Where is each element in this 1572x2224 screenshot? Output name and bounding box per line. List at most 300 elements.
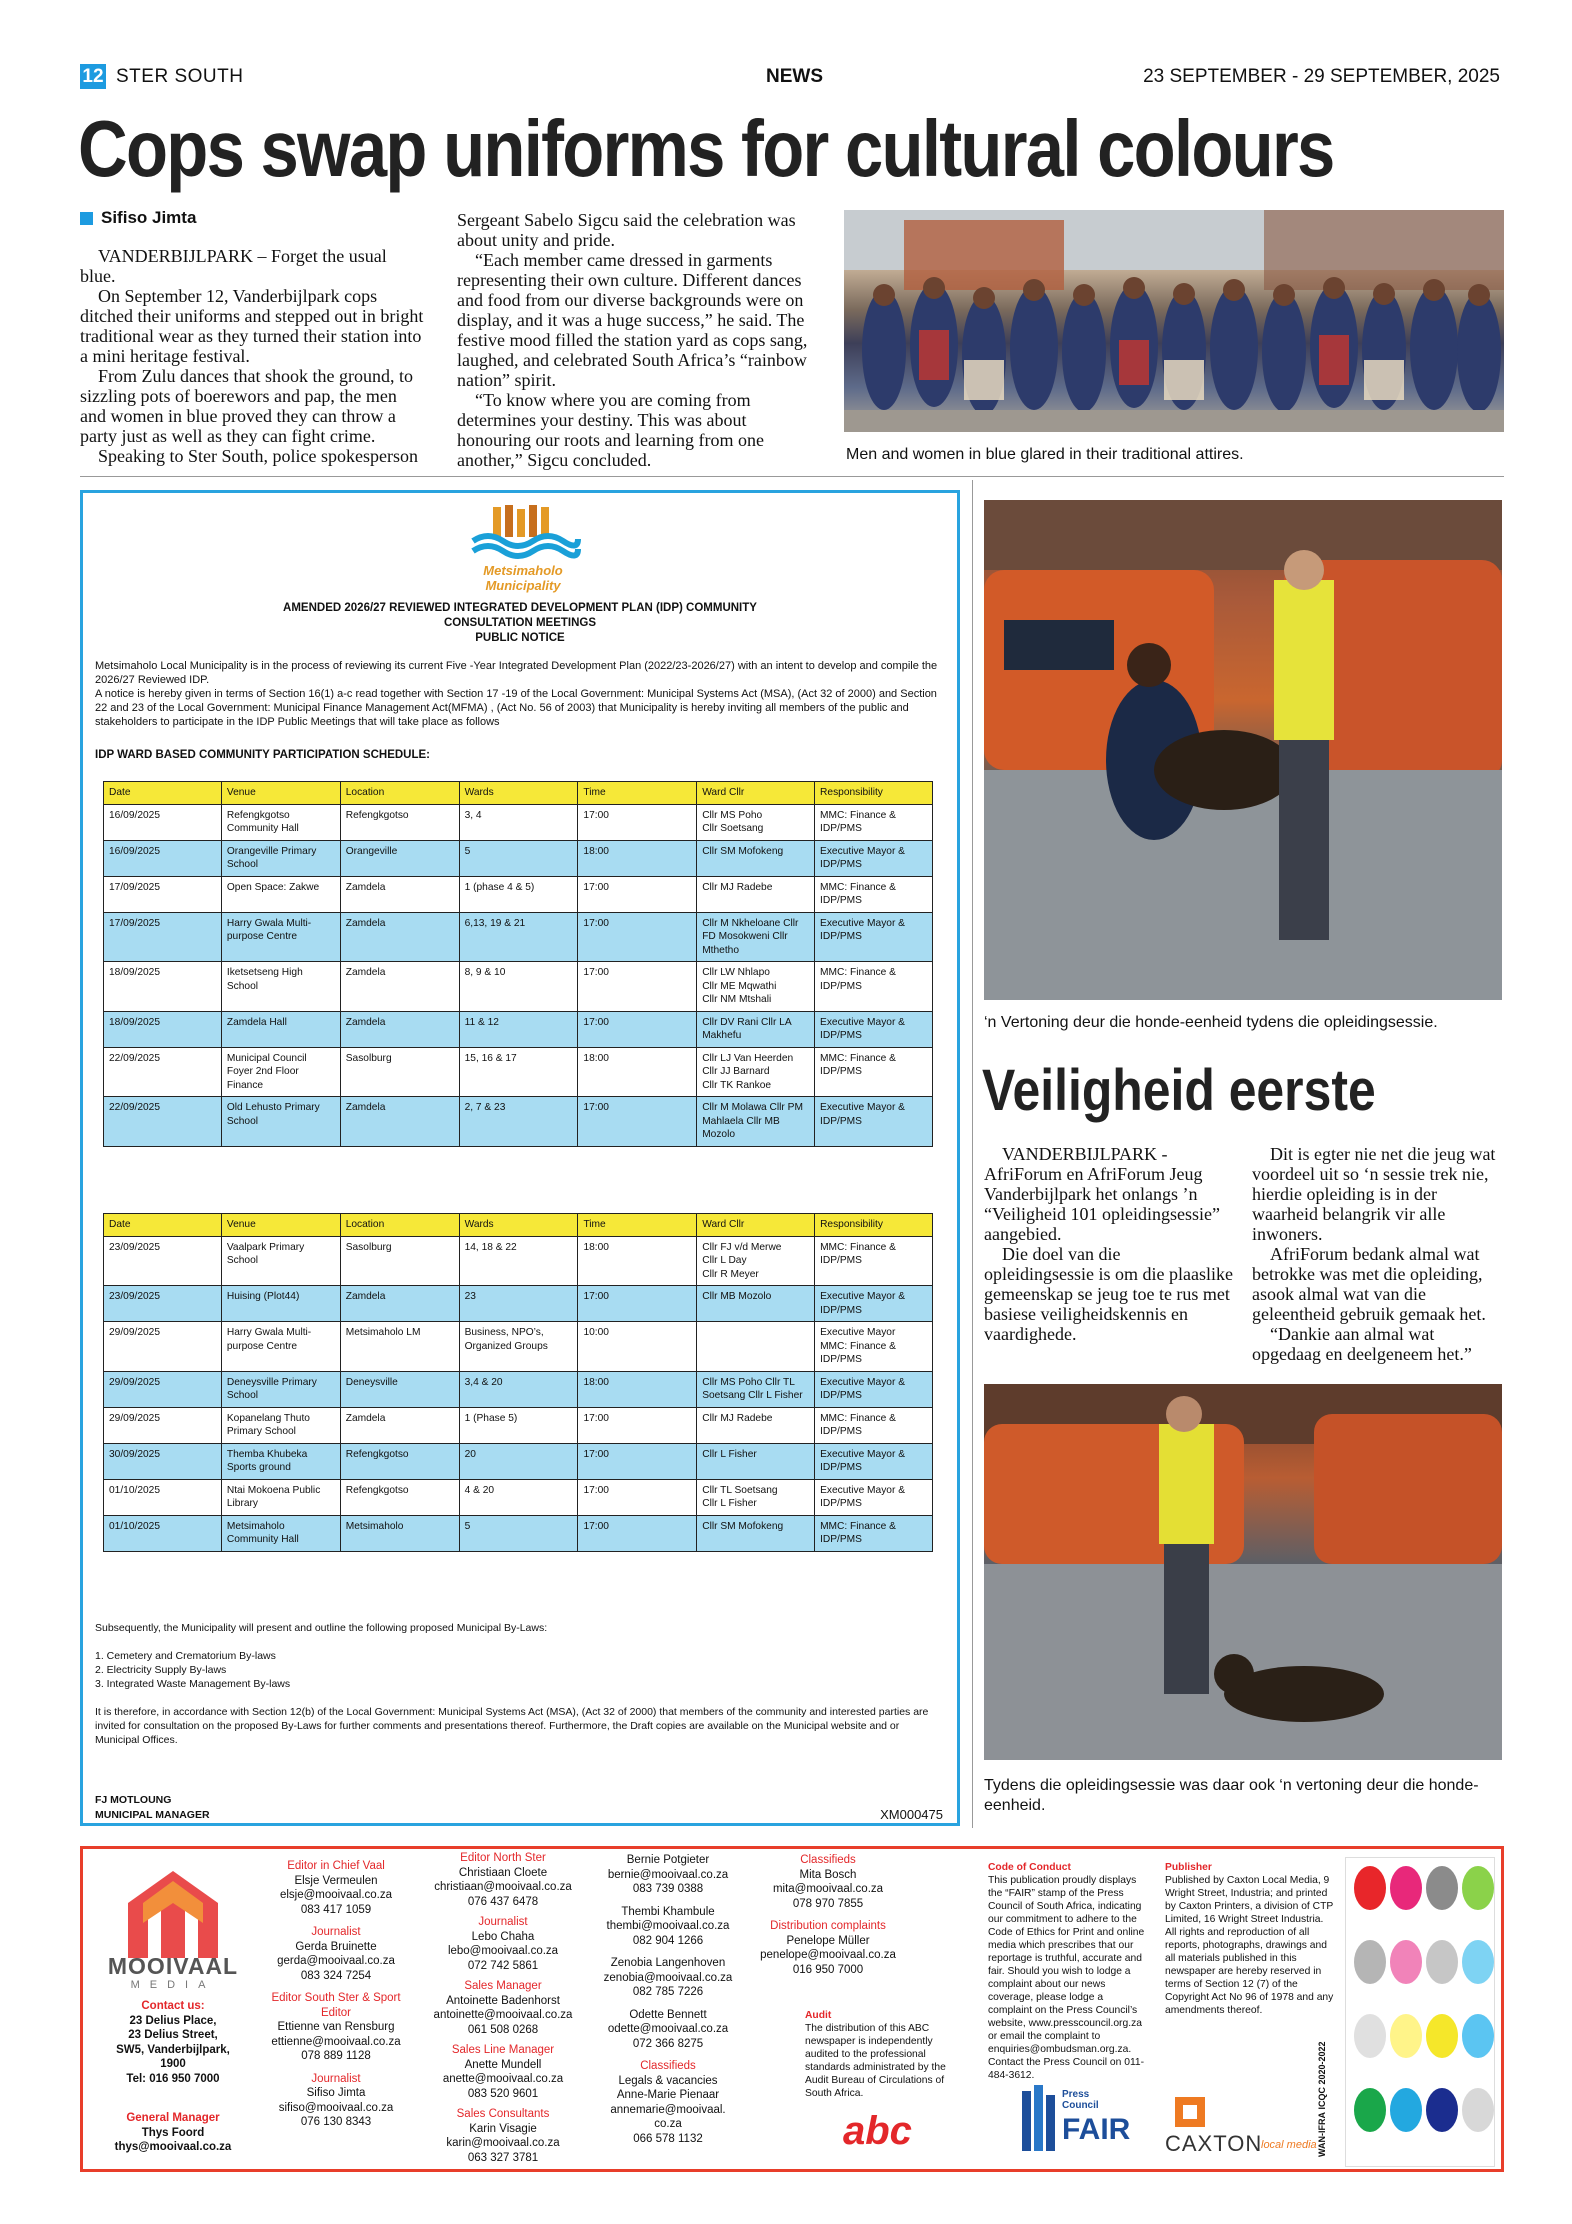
staff-line: sifiso@mooivaal.co.za <box>278 2101 394 2114</box>
table-cell: 01/10/2025 <box>104 1515 222 1551</box>
table-header-row <box>104 1214 933 1237</box>
byline-author: Sifiso Jimta <box>101 208 197 227</box>
swatch-dot <box>1354 1940 1386 1984</box>
staff-line: Gerda Bruinette <box>295 1940 377 1953</box>
staff-line: Zenobia Langenhoven <box>610 1957 726 1969</box>
table-cell: 18:00 <box>578 1047 697 1097</box>
table-cell: 23/09/2025 <box>104 1236 222 1286</box>
staff-line: odette@mooivaal.co.za <box>607 2023 729 2035</box>
staff-line: gerda@mooivaal.co.za <box>277 1955 395 1967</box>
table-cell: 4 & 20 <box>459 1479 578 1515</box>
staff-entry <box>753 1919 903 1977</box>
staff-entry <box>588 2059 748 2146</box>
table-cell: 10:00 <box>578 1322 697 1372</box>
paragraph: On September 12, Vanderbijlpark cops ditched their uniforms and stepped out in bright traditional wear as they turned their station into a mini heritage festival. <box>80 286 424 366</box>
staff-title: Sales Manager <box>464 1980 542 1992</box>
divider <box>972 480 973 1828</box>
photo-police-traditional-attire <box>844 210 1504 432</box>
byline-square-icon <box>80 212 93 225</box>
bylaws-section <box>95 1621 945 1747</box>
staff-entry <box>261 1925 411 1983</box>
staff-line: Odette Bennett <box>629 2008 707 2021</box>
table-cell: 3, 4 <box>459 804 578 840</box>
staff-line: Legals & vacancies <box>618 2074 718 2087</box>
table-cell: 1 (Phase 5) <box>459 1407 578 1443</box>
conduct-title: Code of Conduct <box>988 1862 1071 1873</box>
footer-staff-column <box>423 1851 583 2171</box>
municipal-public-notice <box>80 490 960 1826</box>
table-header-row <box>104 782 933 805</box>
audit-title: Audit <box>805 2010 832 2021</box>
publication-name: STER SOUTH <box>116 66 244 87</box>
article-headline: Cops swap uniforms for cultural colours <box>78 104 1334 193</box>
column-header: Wards <box>459 782 578 805</box>
bylaw-item: 3. Integrated Waste Management By-laws <box>95 1678 291 1690</box>
table-cell: Cllr SM Mofokeng <box>697 840 815 876</box>
house-logo-icon <box>103 1863 243 1963</box>
press-council-logo <box>1018 2085 1138 2165</box>
table-row <box>104 1322 933 1372</box>
staff-line: elsje@mooivaal.co.za <box>279 1889 393 1901</box>
table-cell: 17:00 <box>578 1515 697 1551</box>
table-cell: Cllr MJ Radebe <box>697 1407 815 1443</box>
logo-text: Metsimaholo Municipality <box>483 563 563 593</box>
staff-line: 078 970 7855 <box>792 1897 864 1910</box>
gm-title: General Manager <box>126 2112 220 2124</box>
signatory-name: FJ MOTLOUNG <box>95 1794 172 1806</box>
table-cell: 18/09/2025 <box>104 1011 222 1047</box>
table-cell: 18:00 <box>578 1236 697 1286</box>
staff-line: 083 417 1059 <box>300 1903 372 1916</box>
paragraph: From Zulu dances that shook the ground, to sizzling pots of boerewors and pap, the men and women in blue proved they can throw a party just as well as they can fight crime. <box>80 366 413 446</box>
table-cell: MMC: Finance & IDP/PMS <box>815 962 933 1012</box>
table-cell: 17:00 <box>578 912 697 962</box>
table-row <box>104 1047 933 1097</box>
staff-title: Editor North Ster <box>460 1852 546 1864</box>
table-cell: Metsimaholo LM <box>340 1322 459 1372</box>
council-text: Council <box>1062 2100 1099 2111</box>
table-cell: Harry Gwala Multi-purpose Centre <box>221 1322 340 1372</box>
staff-entry <box>261 2072 411 2130</box>
contact-line: 1900 <box>160 2058 186 2070</box>
title-line: AMENDED 2026/27 REVIEWED INTEGRATED DEVELOPMENT PLAN (IDP) COMMUNITY <box>283 602 757 614</box>
swatch-dot <box>1462 2014 1494 2058</box>
staff-line: Elsje Vermeulen <box>294 1874 378 1887</box>
staff-line: Lebo Chaha <box>471 1930 535 1943</box>
publisher-text: Published by Caxton Local Media, 9 Wright Street, Industria; and printed by Caxton Printers, a division of CTP Limited, 16 Wright Street Industria. All rights and reproduction of all reports, photographs, drawings and all materials published in this newspaper are hereby reserved in terms of Section 12 (7) of the Copyright Act No 96 of 1978 and any amendments thereof. <box>1165 1875 1334 2016</box>
table-cell: Business, NPO’s, Organized Groups <box>459 1322 578 1372</box>
table-cell: Deneysville Primary School <box>221 1371 340 1407</box>
table-cell: 17/09/2025 <box>104 876 222 912</box>
caxton-sub: local media <box>1261 2139 1317 2151</box>
gm-name: Thys Foord <box>141 2126 205 2139</box>
photo-caption: Men and women in blue glared in their traditional attires. <box>846 446 1244 463</box>
table-cell: 17:00 <box>578 1286 697 1322</box>
table-cell: Iketsetseng High School <box>221 962 340 1012</box>
contact-line: SW5, Vanderbijlpark, <box>116 2043 230 2056</box>
table-cell: Executive Mayor & IDP/PMS <box>815 912 933 962</box>
table-cell: Executive Mayor & IDP/PMS <box>815 1479 933 1515</box>
table-cell: Cllr MS Poho Cllr Soetsang <box>697 804 815 840</box>
column-header: Date <box>104 1214 222 1237</box>
table-cell: Old Lehusto Primary School <box>221 1097 340 1147</box>
swatch-dot <box>1426 2014 1458 2058</box>
staff-entry <box>588 2008 748 2052</box>
contact-block <box>93 1999 253 2086</box>
staff-title: Journalist <box>311 2072 361 2085</box>
table-cell: 3,4 & 20 <box>459 1371 578 1407</box>
wan-ifra-mark <box>1317 1997 1337 2157</box>
table-cell: 15, 16 & 17 <box>459 1047 578 1097</box>
table-cell: 18:00 <box>578 1371 697 1407</box>
photo-caption: Tydens die opleidingsessie was daar ook ‘n vertoning deur die honde-eenheid. <box>984 1777 1479 1814</box>
caxton-name: CAXTON <box>1165 2131 1263 2156</box>
paragraph: Dit is egter nie net die jeug wat voordeel uit so ‘n sessie trek nie, hierdie opleiding is in der waarheid belangrik vir alle inwoners. <box>1252 1144 1496 1244</box>
table-row <box>104 1286 933 1322</box>
column-header: Location <box>340 1214 459 1237</box>
table-cell: Executive Mayor & IDP/PMS <box>815 1286 933 1322</box>
staff-line: 083 739 0388 <box>632 1883 704 1895</box>
article-headline: Veiligheid eerste <box>982 1058 1376 1123</box>
swatch-dot <box>1426 1866 1458 1910</box>
publisher-block <box>1165 1861 1335 2017</box>
article-column-1 <box>984 1144 1234 1344</box>
schedule-heading: IDP WARD BASED COMMUNITY PARTICIPATION SCHEDULE: <box>95 749 430 761</box>
table-row <box>104 1236 933 1286</box>
staff-entry <box>588 1956 748 2000</box>
swatch-dot <box>1426 2088 1458 2132</box>
bylaws-intro: Subsequently, the Municipality will present and outline the following proposed Municipal By-Laws: <box>95 1622 548 1634</box>
table-cell: MMC: Finance & IDP/PMS <box>815 1047 933 1097</box>
table-cell: Executive Mayor MMC: Finance & IDP/PMS <box>815 1322 933 1372</box>
table-cell: 17:00 <box>578 804 697 840</box>
paragraph: VANDERBIJLPARK - AfriForum en AfriForum Jeug Vanderbijlpark het onlangs ’n “Veiligheid 101 opleidingsessie” aangebied. <box>984 1144 1220 1244</box>
table-cell: Executive Mayor & IDP/PMS <box>815 840 933 876</box>
staff-title: Journalist <box>311 1926 361 1938</box>
staff-entry <box>423 1979 583 2037</box>
staff-line: zenobia@mooivaal.co.za <box>603 1971 733 1984</box>
column-header: Ward Cllr <box>697 1214 815 1237</box>
general-manager-block <box>93 2111 253 2155</box>
table-cell: Cllr TL Soetsang Cllr L Fisher <box>697 1479 815 1515</box>
bylaw-item: 2. Electricity Supply By-laws <box>95 1664 227 1676</box>
staff-line: Mita Bosch <box>799 1868 857 1881</box>
swatch-dot <box>1354 1866 1386 1910</box>
staff-line: 083 324 7254 <box>300 1969 372 1982</box>
table-cell: Cllr FJ v/d Merwe Cllr L Day Cllr R Meyer <box>697 1236 815 1286</box>
table-cell: Zamdela <box>340 1097 459 1147</box>
article-column-2 <box>1252 1144 1502 1364</box>
table-cell: Refengkgotso Community Hall <box>221 804 340 840</box>
staff-line: 076 437 6478 <box>467 1895 539 1908</box>
column-header: Date <box>104 782 222 805</box>
table-row <box>104 1407 933 1443</box>
photo-dog-handler <box>984 1384 1502 1760</box>
table-row <box>104 912 933 962</box>
table-cell: Zamdela <box>340 912 459 962</box>
staff-line: annemarie@mooivaal. <box>610 2103 726 2116</box>
table-cell: Orangeville Primary School <box>221 840 340 876</box>
article-column-2 <box>457 210 817 470</box>
table-row <box>104 1097 933 1147</box>
staff-line: thembi@mooivaal.co.za <box>606 1920 730 1932</box>
table-cell: 17:00 <box>578 1097 697 1147</box>
table-cell: 23 <box>459 1286 578 1322</box>
paragraph: Die doel van die opleidingsessie is om die plaaslike gemeenskap se jeug toe te rus met basiese veiligheidskennis en vaardighede. <box>984 1244 1233 1344</box>
signature-block <box>95 1793 210 1823</box>
caxton-logo <box>1165 2097 1335 2161</box>
swatch-dot <box>1462 2088 1494 2132</box>
staff-title: Editor South Ster & Sport Editor <box>271 1992 401 2019</box>
column-header: Responsibility <box>815 782 933 805</box>
brand-sub: MEDIA <box>130 1979 216 1991</box>
staff-entry <box>753 1853 903 1911</box>
table-cell: 29/09/2025 <box>104 1322 222 1372</box>
table-cell: 16/09/2025 <box>104 840 222 876</box>
fair-text: FAIR <box>1062 2113 1131 2146</box>
table-cell: 18/09/2025 <box>104 962 222 1012</box>
staff-title: Classifieds <box>640 2060 696 2072</box>
staff-entry <box>423 1851 583 1909</box>
table-cell: 17:00 <box>578 876 697 912</box>
photo-caption: ‘n Vertoning deur die honde-eenheid tydens die opleidingsessie. <box>984 1014 1438 1031</box>
staff-line: Karin Visagie <box>469 2122 537 2135</box>
notice-intro <box>95 659 945 729</box>
staff-entry <box>423 2043 583 2101</box>
table-cell: Orangeville <box>340 840 459 876</box>
table-cell: Metsimaholo Community Hall <box>221 1515 340 1551</box>
staff-entry <box>261 1859 411 1917</box>
column-header: Venue <box>221 1214 340 1237</box>
column-header: Ward Cllr <box>697 782 815 805</box>
gm-email: thys@mooivaal.co.za <box>114 2141 232 2153</box>
table-cell: 5 <box>459 840 578 876</box>
photo-illustration <box>844 210 1504 432</box>
staff-line: 063 327 3781 <box>467 2151 539 2164</box>
staff-line: Anne-Marie Pienaar <box>616 2089 720 2101</box>
page-number: 12 <box>80 64 106 89</box>
conduct-text: This publication proudly displays the “FAIR” stamp of the Press Council of South Africa, indicating our commitment to adhere to the Code of Ethics for Print and online media which prescribes that our reportage is truthful, accurate and fair. Should you wish to lodge a complaint about our news coverage, please lodge a complaint on the Press Council’s website, www.presscouncil.org.za or email the complaint to enquiries@ombudsman.org.za. Contact the Press Council on 011-484-3612. <box>988 1875 1145 2081</box>
staff-entry <box>423 1915 583 1973</box>
staff-line: bernie@mooivaal.co.za <box>607 1868 729 1881</box>
title-line: PUBLIC NOTICE <box>475 632 565 644</box>
column-header: Responsibility <box>815 1214 933 1237</box>
table-cell: Zamdela <box>340 1011 459 1047</box>
table-cell: Cllr DV Rani Cllr LA Makhefu <box>697 1011 815 1047</box>
table-cell: Refengkgotso <box>340 1443 459 1479</box>
staff-line: mita@mooivaal.co.za <box>772 1883 884 1895</box>
contact-line: 23 Delius Street, <box>128 2029 218 2041</box>
table-cell: MMC: Finance & IDP/PMS <box>815 804 933 840</box>
table-cell: 23/09/2025 <box>104 1286 222 1322</box>
table-row <box>104 876 933 912</box>
table-cell: Cllr MJ Radebe <box>697 876 815 912</box>
contact-line: Tel: 016 950 7000 <box>126 2072 220 2085</box>
wan-name: WAN-IFRA <box>1317 2112 1327 2157</box>
paragraph: “Dankie aan almal wat opgedaag en deelgeneem het.” <box>1252 1324 1472 1364</box>
staff-entry <box>423 2107 583 2165</box>
color-calibration-swatch <box>1345 1857 1495 2167</box>
staff-line: Antoinette Badenhorst <box>446 1994 560 2007</box>
table-cell: 22/09/2025 <box>104 1047 222 1097</box>
staff-line: anette@mooivaal.co.za <box>442 2073 564 2085</box>
staff-line: 066 578 1132 <box>633 2132 703 2145</box>
table-cell: 5 <box>459 1515 578 1551</box>
table-cell: Cllr MS Poho Cllr TL Soetsang Cllr L Fisher <box>697 1371 815 1407</box>
table-cell: Zamdela <box>340 1407 459 1443</box>
table-cell: Refengkgotso <box>340 804 459 840</box>
notice-title <box>83 601 957 646</box>
closing-paragraph: It is therefore, in accordance with Section 12(b) of the Local Government: Municipal Systems Act (MSA), (Act 32 of 2000) that members of the community and interested parties are invited for consultation on the proposed By-Laws for further comments and presentations thereof. Furthermore, the Draft copies are available on the Municipal website and or Municipal Offices. <box>95 1706 929 1746</box>
table-cell: Zamdela Hall <box>221 1011 340 1047</box>
table-cell: MMC: Finance & IDP/PMS <box>815 876 933 912</box>
intro-paragraph: Metsimaholo Local Municipality is in the process of reviewing its current Five -Year Integrated Development Plan (2022/23-2026/27) with an intent to develop and compile the 2026/27 Reviewed IDP. <box>95 660 938 686</box>
table-cell: 2, 7 & 23 <box>459 1097 578 1147</box>
contact-line: 23 Delius Place, <box>129 2014 217 2027</box>
staff-title: Journalist <box>478 1916 528 1928</box>
column-header: Venue <box>221 782 340 805</box>
table-cell: Metsimaholo <box>340 1515 459 1551</box>
table-cell: 30/09/2025 <box>104 1443 222 1479</box>
column-header: Time <box>578 782 697 805</box>
table-cell: Zamdela <box>340 1286 459 1322</box>
table-cell: 17:00 <box>578 962 697 1012</box>
table-cell: MMC: Finance & IDP/PMS <box>815 1407 933 1443</box>
masthead-footer <box>80 1846 1504 2172</box>
table-cell: Huising (Plot44) <box>221 1286 340 1322</box>
paragraph: Sergeant Sabelo Sigcu said the celebration was about unity and pride. <box>457 210 796 250</box>
press-council-icon <box>1018 2085 1058 2155</box>
swatch-dot <box>1390 2014 1422 2058</box>
staff-line: 082 904 1266 <box>632 1934 704 1947</box>
photo-dog-unit-demo <box>984 500 1502 1000</box>
staff-title: Classifieds <box>800 1854 856 1866</box>
staff-line: lebo@mooivaal.co.za <box>447 1945 559 1957</box>
staff-line: Sifiso Jimta <box>306 2087 366 2099</box>
table-row <box>104 962 933 1012</box>
paragraph: AfriForum bedank almal wat betrokke was met die opleiding, asook almal wat van die geleentheid gebruik gemaak het. <box>1252 1244 1486 1324</box>
publisher-title: Publisher <box>1165 1862 1212 1873</box>
title-line: CONSULTATION MEETINGS <box>443 617 597 629</box>
table-cell: Executive Mayor & IDP/PMS <box>815 1371 933 1407</box>
staff-line: karin@mooivaal.co.za <box>446 2137 560 2149</box>
table-row <box>104 840 933 876</box>
staff-line: co.za <box>654 2118 682 2130</box>
table-cell: 11 & 12 <box>459 1011 578 1047</box>
staff-line: ettienne@mooivaal.co.za <box>271 2035 401 2048</box>
table-cell: 6,13, 19 & 21 <box>459 912 578 962</box>
table-cell: Sasolburg <box>340 1047 459 1097</box>
staff-entry <box>588 1853 748 1897</box>
abc-logo: abc <box>843 2109 912 2153</box>
caxton-icon <box>1175 2097 1205 2127</box>
table-cell: 20 <box>459 1443 578 1479</box>
staff-line: 072 366 8275 <box>632 2037 704 2050</box>
staff-line: 072 742 5861 <box>467 1959 539 1972</box>
swatch-dot <box>1390 1866 1422 1910</box>
table-cell: Harry Gwala Multi-purpose Centre <box>221 912 340 962</box>
staff-entry <box>261 1991 411 2064</box>
table-cell: 16/09/2025 <box>104 804 222 840</box>
table-cell: 17:00 <box>578 1011 697 1047</box>
table-cell: Zamdela <box>340 876 459 912</box>
table-cell: 17:00 <box>578 1443 697 1479</box>
table-cell: Ntai Mokoena Public Library <box>221 1479 340 1515</box>
notice-reference: XM000475 <box>880 1807 943 1822</box>
table-row <box>104 1011 933 1047</box>
contact-label: Contact us: <box>141 2000 205 2012</box>
intro-paragraph: A notice is hereby given in terms of Section 16(1) a-c read together with Section 17 -19 of the Local Government: Municipal Systems Act (MSA), (Act 32 of 2000) and Section 22 and 23 of the Local Government: Municipal Finance Management Act(MFMA) , (Act No. 56 of 2003) that Municipality is hereby inviting all members of the public and stakeholders to participate in the IDP Public Meetings that will take place as follows <box>95 688 937 728</box>
staff-title: Sales Consultants <box>456 2108 550 2120</box>
table-cell: MMC: Finance & IDP/PMS <box>815 1515 933 1551</box>
footer-staff-column <box>261 1859 411 2138</box>
staff-line: 076 130 8343 <box>300 2116 372 2128</box>
paragraph: “Each member came dressed in garments representing their own culture. Different dances and food from our diverse backgrounds were on display, and it was a huge success,” he said. The festive mood filled the station yard as cops sang, laughed, and celebrated South Africa’s “rainbow nation” spirit. <box>457 250 808 390</box>
swatch-dot <box>1390 1940 1422 1984</box>
staff-line: christiaan@mooivaal.co.za <box>434 1881 572 1893</box>
table-cell: Executive Mayor & IDP/PMS <box>815 1443 933 1479</box>
paragraph: Speaking to Ster South, police spokesperson <box>98 446 418 466</box>
schedule-table-1 <box>103 781 933 1147</box>
table-cell: 14, 18 & 22 <box>459 1236 578 1286</box>
audit-block <box>805 2009 955 2100</box>
table-cell: 18:00 <box>578 840 697 876</box>
table-cell: 8, 9 & 10 <box>459 962 578 1012</box>
swatch-dot <box>1390 2088 1422 2132</box>
table-cell: Municipal Council Foyer 2nd Floor Finance <box>221 1047 340 1097</box>
table-cell: Cllr M Nkheloane Cllr FD Mosokweni Cllr Mthetho <box>697 912 815 962</box>
byline <box>80 208 196 228</box>
table-cell: 17:00 <box>578 1407 697 1443</box>
column-header: Location <box>340 782 459 805</box>
table-cell: Vaalpark Primary School <box>221 1236 340 1286</box>
table-row <box>104 1515 933 1551</box>
swatch-dot <box>1354 2014 1386 2058</box>
swatch-dot <box>1426 1940 1458 1984</box>
table-cell: Open Space: Zakwe <box>221 876 340 912</box>
municipality-logo <box>463 505 583 593</box>
staff-line: Thembi Khambule <box>621 1905 715 1918</box>
staff-line: Anette Mundell <box>464 2058 542 2071</box>
footer-staff-column <box>588 1853 748 2154</box>
table-cell: 1 (phase 4 & 5) <box>459 876 578 912</box>
swatch-dot <box>1462 1940 1494 1984</box>
staff-line: 016 950 7000 <box>792 1963 864 1976</box>
table-cell: 17/09/2025 <box>104 912 222 962</box>
mooivaal-logo <box>103 1863 243 1963</box>
staff-line: 061 508 0268 <box>467 2023 539 2036</box>
table-cell: 29/09/2025 <box>104 1371 222 1407</box>
page-header <box>80 64 1500 90</box>
table-cell: 01/10/2025 <box>104 1479 222 1515</box>
staff-line: 078 889 1128 <box>301 2050 371 2062</box>
section-label: NEWS <box>766 66 823 87</box>
staff-line: antoinette@mooivaal.co.za <box>433 2009 573 2021</box>
table-cell: MMC: Finance & IDP/PMS <box>815 1236 933 1286</box>
table-cell: 29/09/2025 <box>104 1407 222 1443</box>
brand-name: MOOIVAAL <box>107 1953 239 1979</box>
table-row <box>104 1371 933 1407</box>
paragraph: “To know where you are coming from determines your destiny. This was about honouring our roots and learning from one another,” Sigcu concluded. <box>457 390 764 470</box>
staff-line: Bernie Potgieter <box>626 1854 710 1866</box>
bylaw-item: 1. Cemetery and Crematorium By-laws <box>95 1650 276 1662</box>
swatch-dot <box>1462 1866 1494 1910</box>
staff-title: Sales Line Manager <box>451 2044 555 2056</box>
table-cell: Refengkgotso <box>340 1479 459 1515</box>
footer-staff-column <box>753 1853 903 1985</box>
article-column-1 <box>80 246 425 466</box>
paragraph: VANDERBIJLPARK – Forget the usual blue. <box>80 246 387 286</box>
